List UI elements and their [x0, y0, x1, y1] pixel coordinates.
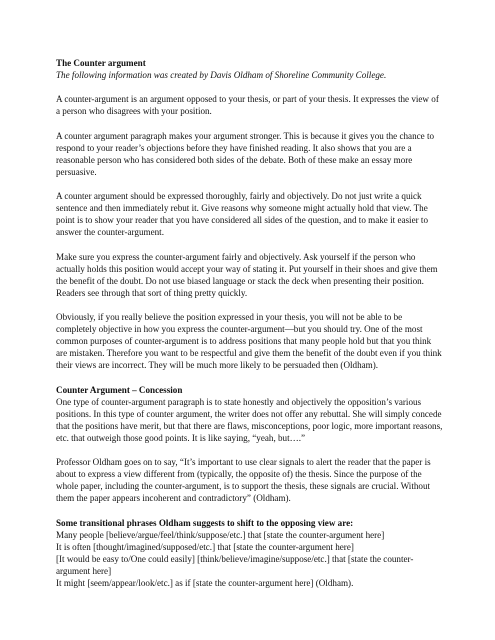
- phrase-item: It might [seem/appear/look/etc.] as if [state the counter-argument here] (Oldham).: [56, 578, 354, 589]
- paragraph-definition: A counter-argument is an argument opposed to your thesis, or part of your thesis. It expresses the view of a person who disagrees with your position.: [56, 94, 439, 117]
- paragraph-fairness: Make sure you express the counter-argument fairly and objectively. Ask yourself if the person who actually holds this position would accept your way of stating it. Put yourself in their shoes and give them the benefit of the doubt. Do not use biased language or stack the deck when presenting their position. Readers see through that sort of thing pretty quickly.: [56, 251, 438, 298]
- phrase-item: It is often [thought/imagined/supposed/etc.] that [state the counter-argument here]: [56, 541, 354, 552]
- phrase-item: Many people [believe/argue/feel/think/suppose/etc.] that [state the counter-argument here]: [56, 529, 385, 540]
- phrase-item: [It would be easy to/One could easily] [think/believe/imagine/suppose/etc.] that [state the counter-argument here]: [56, 553, 414, 576]
- document-subtitle: The following information was created by Davis Oldham of Shoreline Community College.: [56, 70, 387, 81]
- document-body: [56, 57, 444, 589]
- concession-heading: Counter Argument – Concession: [56, 384, 183, 395]
- paragraph-purpose: A counter argument paragraph makes your argument stronger. This is because it gives you the chance to respond to your reader’s objections before they have finished reading. It also shows that you are a reasonable person who has considered both sides of the debate. Both of these make an essay more persuasive.: [56, 130, 435, 177]
- document-title: The Counter argument: [56, 58, 146, 68]
- phrases-heading: Some transitional phrases Oldham suggests to shift to the opposing view are:: [56, 517, 354, 528]
- paragraph-expression: A counter argument should be expressed thoroughly, fairly and objectively. Do not just write a quick sentence and then immediately rebut it. Give reasons why someone might actually hold that view. The point is to show your reader that you have considered all sides of the question, and to make it easier to answer the counter-argument.: [56, 191, 428, 238]
- phrases-list: [56, 529, 444, 589]
- quote-paragraph: Professor Oldham goes on to say, “It’s important to use clear signals to alert the reader that the paper is about to express a view different from (typically, the opposite of) the thesis. Since the purpose of the whole paper, including the counter-argument, is to support the thesis, these signals are crucial. Without them the paper appears incoherent and contradictory” (Oldham).: [56, 457, 431, 504]
- concession-paragraph: One type of counter-argument paragraph is to state honestly and objectively the opposition’s various positions. In this type of counter argument, the writer does not offer any rebuttal. She will simply concede that the positions have merit, but that there are flaws, misconceptions, poor logic, more important reasons, etc. that outweigh those good points. It is like saying, “yeah, but….”: [56, 396, 443, 443]
- paragraph-objectivity: Obviously, if you really believe the position expressed in your thesis, you will not be able to be completely objective in how you express the counter-argument—but you should try. One of the most common purposes of counter-argument is to address positions that many people hold but that you think are mistaken. Therefore you want to be respectful and give them the benefit of the doubt even if you think their views are incorrect. They will be much more likely to be persuaded then (Oldham).: [56, 311, 442, 371]
